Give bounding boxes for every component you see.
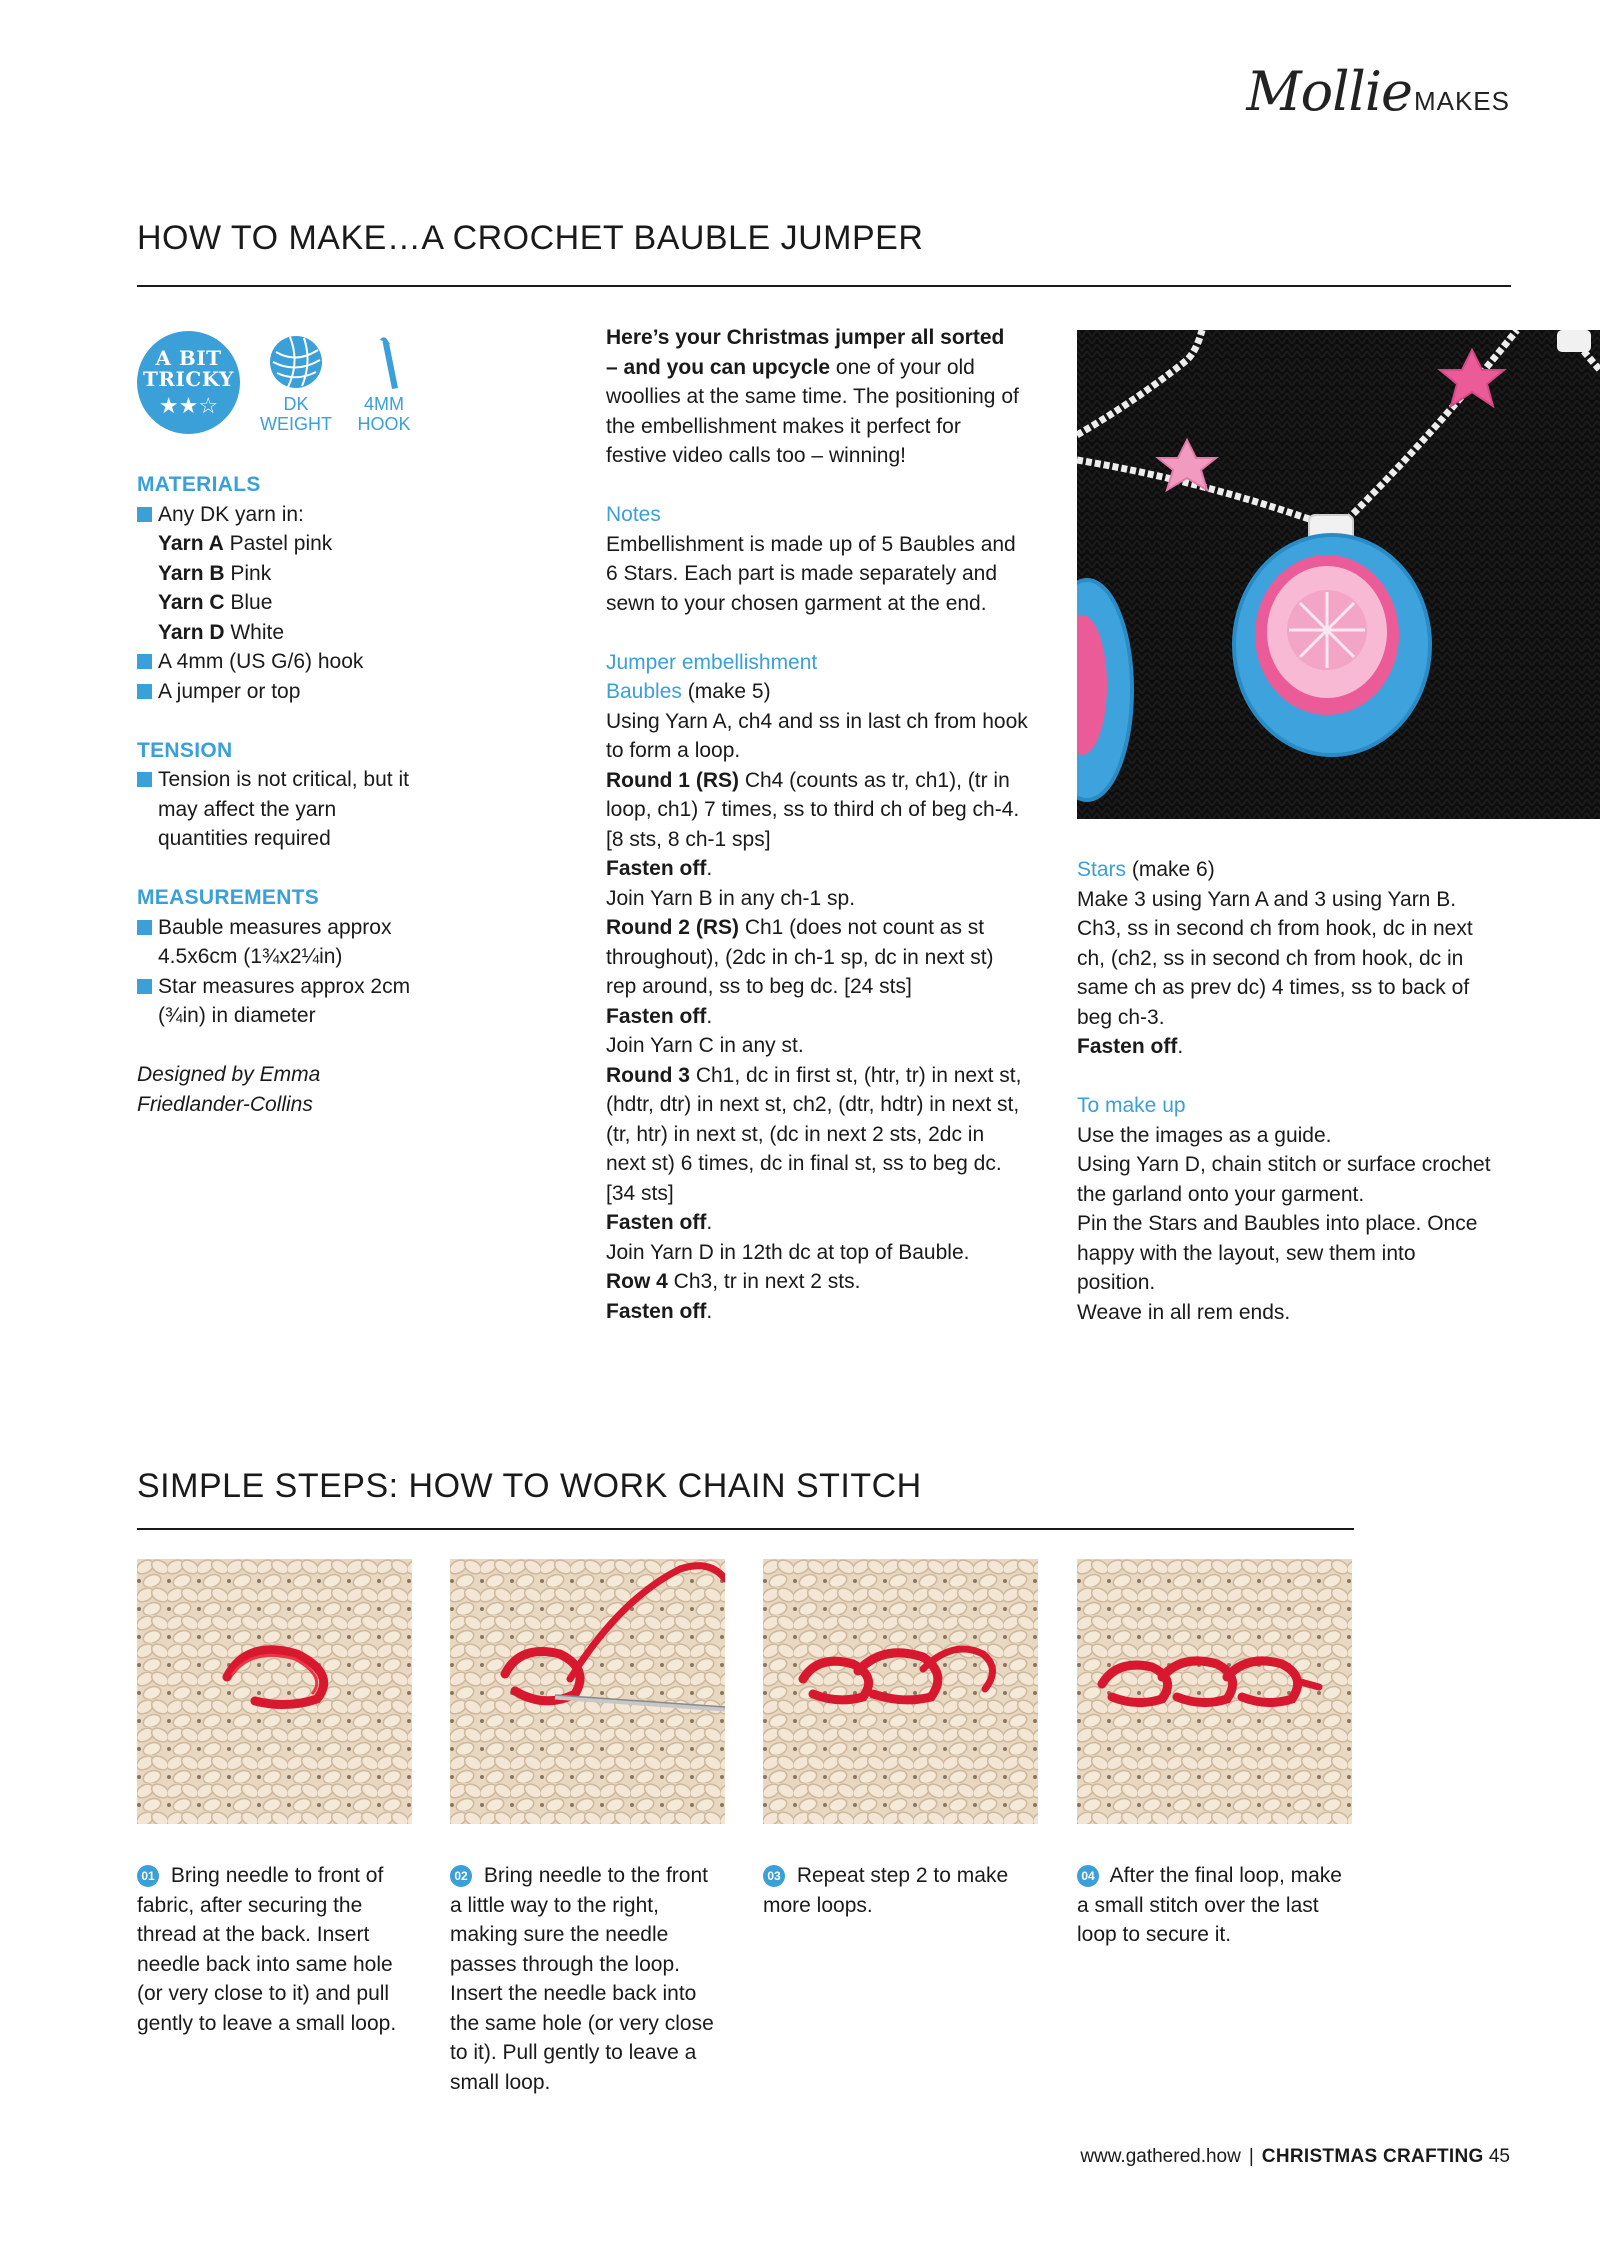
fasten-off-3: Fasten off. <box>606 1211 713 1234</box>
intro-line-4: the embellishment makes it perfect for <box>606 414 961 438</box>
baubles-subheading: Baubles (make 5) <box>606 680 771 703</box>
materials-garment: A jumper or top <box>137 677 437 707</box>
yarn-ball-icon <box>268 334 324 390</box>
make-up-heading: To make up <box>1077 1094 1186 1117</box>
stars-line-5: beg ch-3. <box>1077 1005 1165 1029</box>
make-up-line-5: happy with the layout, sew them into <box>1077 1241 1416 1265</box>
hook-spec-line2: HOOK <box>357 414 411 434</box>
bullet-icon <box>137 772 152 787</box>
round3-line-2: (hdtr, dtr) in next st, ch2, (dtr, hdtr) in next st, <box>606 1093 1020 1116</box>
stars-subheading: Stars (make 6) <box>1077 858 1215 881</box>
step-number-badge: 01 <box>137 1865 159 1887</box>
make-up-line-6: position. <box>1077 1271 1156 1294</box>
bauble-measure-1: Bauble measures approx <box>137 913 437 943</box>
column-materials <box>137 470 437 1119</box>
intro-line-2: – and you can upcycle one of your old <box>606 355 975 379</box>
finished-jumper-photo <box>1077 330 1600 819</box>
round2-line-1: Round 2 (RS) Ch1 (does not count as st <box>606 916 985 939</box>
join-yarn-d: Join Yarn D in 12th dc at top of Bauble. <box>606 1240 970 1264</box>
footer-separator: | <box>1248 2146 1254 2167</box>
yarn-weight-spec <box>258 334 334 434</box>
stars-line-4: same ch as prev dc) 4 times, ss to back of <box>1077 976 1470 999</box>
notes-line-2: 6 Stars. Each part is made separately and <box>606 562 998 585</box>
brand-logo <box>1246 60 1510 123</box>
notes-heading: Notes <box>606 503 661 526</box>
bullet-icon <box>137 979 152 994</box>
fasten-off-4: Fasten off. <box>606 1299 713 1323</box>
round3-line-1: Round 3 Ch1, dc in first st, (htr, tr) in next st, <box>606 1063 1022 1087</box>
tension-line-1: Tension is not critical, but it <box>137 765 437 795</box>
intro-line-5: festive video calls too – winning! <box>606 444 906 467</box>
materials-intro: Any DK yarn in: <box>137 500 437 530</box>
designer-line-2: Friedlander-Collins <box>137 1092 313 1116</box>
measurements-heading: MEASUREMENTS <box>137 886 320 909</box>
materials-heading: MATERIALS <box>137 473 261 496</box>
round1-line-2: loop, ch1) 7 times, ss to third ch of beg ch-4. <box>606 798 1020 821</box>
join-yarn-b: Join Yarn B in any ch-1 sp. <box>606 886 856 910</box>
step-3-photo <box>763 1559 1038 1824</box>
step-4-text: 04 After the final loop, make a small stitch over the last loop to secure it. <box>1077 1864 1342 1946</box>
bauble-measure-2: 4.5x6cm (1¾x2¼in) <box>158 945 343 968</box>
stars-line-3: ch, (ch2, ss in second ch from hook, dc in <box>1077 946 1464 970</box>
make-up-line-7: Weave in all rem ends. <box>1077 1300 1291 1324</box>
make-up-line-4: Pin the Stars and Baubles into place. Once <box>1077 1212 1478 1235</box>
step-1-text: 01 Bring needle to front of fabric, after securing the thread at the back. Insert needle back into same hole (or very close to it) and pull gently to leave a small loop. <box>137 1864 397 2035</box>
crochet-hook-icon <box>364 334 404 390</box>
materials-hook: A 4mm (US G/6) hook <box>137 647 437 677</box>
fasten-off-2: Fasten off. <box>606 1004 713 1028</box>
round1-line-3: [8 sts, 8 ch-1 sps] <box>606 827 771 851</box>
stars-line-1: Make 3 using Yarn A and 3 using Yarn B. <box>1077 887 1457 911</box>
bullet-icon <box>137 507 152 522</box>
round3-line-4: next st) 6 times, dc in final st, ss to beg dc. <box>606 1152 1002 1175</box>
notes-line-1: Embellishment is made up of 5 Baubles and <box>606 532 1016 556</box>
title-rule <box>137 285 1511 287</box>
make-up-line-2: Using Yarn D, chain stitch or surface crochet <box>1077 1153 1491 1176</box>
round3-line-5: [34 sts] <box>606 1181 674 1205</box>
tension-line-3: quantities required <box>158 827 331 850</box>
page-title: HOW TO MAKE…A CROCHET BAUBLE JUMPER <box>137 219 924 257</box>
hook-spec <box>352 334 416 434</box>
steps-rule <box>137 1528 1354 1530</box>
badge-line1: A BIT <box>155 346 222 370</box>
round2-line-3: rep around, ss to beg dc. [24 sts] <box>606 975 912 998</box>
page-number: 45 <box>1488 2146 1510 2167</box>
fasten-off-1: Fasten off. <box>606 857 713 880</box>
step-4-photo <box>1077 1559 1352 1824</box>
step-number-badge: 04 <box>1077 1865 1099 1887</box>
hook-spec-line1: 4MM <box>364 394 404 414</box>
join-yarn-c: Join Yarn C in any st. <box>606 1034 804 1057</box>
start-line-2: to form a loop. <box>606 739 741 762</box>
step-3-text: 03 Repeat step 2 to make more loops. <box>763 1864 1009 1917</box>
badge-line2: TRICKY <box>143 367 234 391</box>
stars-line-2: Ch3, ss in second ch from hook, dc in next <box>1077 917 1473 940</box>
steps-title: SIMPLE STEPS: HOW TO WORK CHAIN STITCH <box>137 1467 922 1505</box>
footer-section: CHRISTMAS CRAFTING <box>1261 2146 1484 2167</box>
round3-line-3: (tr, htr) in next st, (dc in next 2 sts, 2dc in <box>606 1122 985 1146</box>
step-2-photo <box>450 1559 725 1824</box>
make-up-line-3: the garland onto your garment. <box>1077 1182 1365 1206</box>
round2-line-2: throughout), (2dc in ch-1 sp, dc in next st) <box>606 945 994 969</box>
brand-script: Mollie <box>1246 60 1412 123</box>
yarn-b: Yarn B Pink <box>158 561 272 585</box>
yarn-a: Yarn A Pastel pink <box>158 532 333 555</box>
notes-line-3: sewn to your chosen garment at the end. <box>606 591 987 615</box>
star-measure-2: (¾in) in diameter <box>158 1004 316 1027</box>
intro-line-1: Here’s your Christmas jumper all sorted <box>606 326 1005 349</box>
difficulty-stars: ★★☆ <box>158 393 219 418</box>
brand-makes: MAKES <box>1413 86 1510 116</box>
footer-url[interactable]: www.gathered.how <box>1080 2146 1241 2167</box>
yarn-d: Yarn D White <box>158 620 285 644</box>
column-pattern <box>606 323 1056 1326</box>
yarn-spec-line2: WEIGHT <box>260 414 332 434</box>
round1-line-1: Round 1 (RS) Ch4 (counts as tr, ch1), (tr in <box>606 768 1010 792</box>
start-line-1: Using Yarn A, ch4 and ss in last ch from hook <box>606 709 1028 733</box>
designer-line-1: Designed by Emma <box>137 1063 321 1086</box>
page-footer <box>1080 2146 1510 2168</box>
step-1-photo <box>137 1559 412 1824</box>
tension-heading: TENSION <box>137 738 233 762</box>
step-number-badge: 02 <box>450 1865 472 1887</box>
yarn-c: Yarn C Blue <box>158 591 273 614</box>
step-number-badge: 03 <box>763 1865 785 1887</box>
fasten-off-stars: Fasten off. <box>1077 1035 1184 1058</box>
embellishment-heading: Jumper embellishment <box>606 650 818 674</box>
row4-line: Row 4 Ch3, tr in next 2 sts. <box>606 1270 861 1293</box>
star-measure-1: Star measures approx 2cm <box>137 972 437 1002</box>
yarn-spec-line1: DK <box>283 394 309 414</box>
column-stars <box>1077 855 1537 1327</box>
difficulty-badge <box>137 331 240 434</box>
make-up-line-1: Use the images as a guide. <box>1077 1123 1332 1147</box>
step-2-text: 02 Bring needle to the front a little way to the right, making sure the needle passes through the loop. Insert the needle back into the same hole (or very close to it). Pull gently to leave a small loop. <box>450 1864 714 2094</box>
bullet-icon <box>137 684 152 699</box>
tension-line-2: may affect the yarn <box>158 797 337 821</box>
bullet-icon <box>137 654 152 669</box>
bullet-icon <box>137 920 152 935</box>
intro-line-3: woollies at the same time. The positioning of <box>606 385 1019 408</box>
